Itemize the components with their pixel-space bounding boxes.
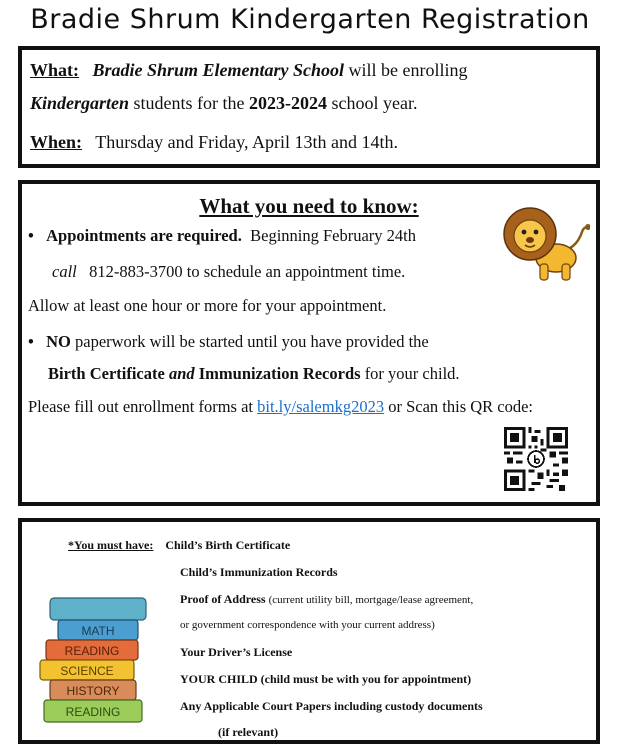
- requirement-note: (child must be with you for appointment): [260, 672, 472, 686]
- appointments-line: [28, 226, 416, 246]
- what-text-3: school year.: [331, 93, 418, 113]
- what-when-box: [18, 46, 600, 168]
- requirement-item-address: [180, 592, 473, 607]
- must-have-row-1: [68, 538, 290, 553]
- grade-name: Kindergarten: [30, 93, 130, 113]
- call-word: call: [52, 262, 77, 281]
- when-label: When:: [30, 132, 83, 152]
- birth-certificate: Birth Certificate: [48, 364, 165, 383]
- book-stack-icon: [36, 594, 154, 734]
- page-title: Bradie Shrum Kindergarten Registration: [30, 4, 590, 35]
- book-label: MATH: [81, 624, 115, 638]
- what-text-1: will be enrolling: [348, 60, 468, 80]
- no-word: NO: [46, 332, 71, 351]
- school-name: Bradie Shrum Elementary School: [92, 60, 345, 80]
- call-line: [52, 262, 405, 282]
- requirements-box: [18, 518, 600, 744]
- fill-out-text: Please fill out enrollment forms at: [28, 397, 253, 416]
- need-to-know-box: [18, 180, 600, 506]
- appointments-required: Appointments are required.: [46, 226, 242, 245]
- book-label: READING: [65, 705, 121, 719]
- scan-text: or Scan this QR code:: [388, 397, 534, 416]
- bullet-icon: •: [28, 332, 34, 351]
- enrollment-line: [28, 397, 533, 417]
- enrollment-link[interactable]: bit.ly/salemkg2023: [257, 397, 385, 416]
- book-label: HISTORY: [66, 684, 120, 698]
- for-child: for your child.: [364, 364, 460, 383]
- allow-line: Allow at least one hour or more for your appointment.: [28, 296, 387, 315]
- school-year: 2023-2024: [249, 93, 328, 113]
- must-have-label: *You must have:: [68, 538, 154, 552]
- no-paperwork-line: [28, 332, 429, 352]
- requirement-item: Proof of Address: [180, 592, 266, 606]
- what-text-2: students for the: [133, 93, 245, 113]
- when-text: Thursday and Friday, April 13th and 14th.: [95, 132, 398, 152]
- bullet-icon: •: [28, 226, 34, 245]
- requirement-item: Any Applicable Court Papers including custody documents: [180, 699, 483, 713]
- appointments-start: Beginning February 24th: [250, 226, 417, 245]
- requirement-note: (if relevant): [218, 725, 279, 739]
- requirement-item: Your Driver’s License: [180, 645, 293, 659]
- no-rest: paperwork will be started until you have provided the: [75, 332, 429, 351]
- requirement-note: or government correspondence with your current address): [180, 619, 435, 631]
- immunization-records: Immunization Records: [198, 364, 361, 383]
- what-label: What:: [30, 60, 79, 80]
- need-to-know-heading: What you need to know:: [199, 194, 419, 218]
- when-line: [30, 132, 398, 153]
- documents-line: [48, 364, 460, 384]
- what-line-1: [30, 60, 468, 81]
- book-label: READING: [64, 644, 120, 658]
- and-word: and: [168, 364, 195, 383]
- requirement-item-child: [180, 672, 471, 687]
- call-number: 812-883-3700 to schedule an appointment time.: [89, 262, 406, 281]
- what-line-2: [30, 93, 418, 114]
- requirement-item: Child’s Immunization Records: [180, 565, 338, 579]
- requirement-item: YOUR CHILD: [180, 672, 258, 686]
- requirement-item: Child’s Birth Certificate: [165, 538, 291, 552]
- requirement-note: (current utility bill, mortgage/lease agreement,: [268, 594, 474, 606]
- lion-mascot-icon: [498, 192, 590, 284]
- qr-code-icon[interactable]: [504, 427, 568, 491]
- book-label: SCIENCE: [60, 664, 114, 678]
